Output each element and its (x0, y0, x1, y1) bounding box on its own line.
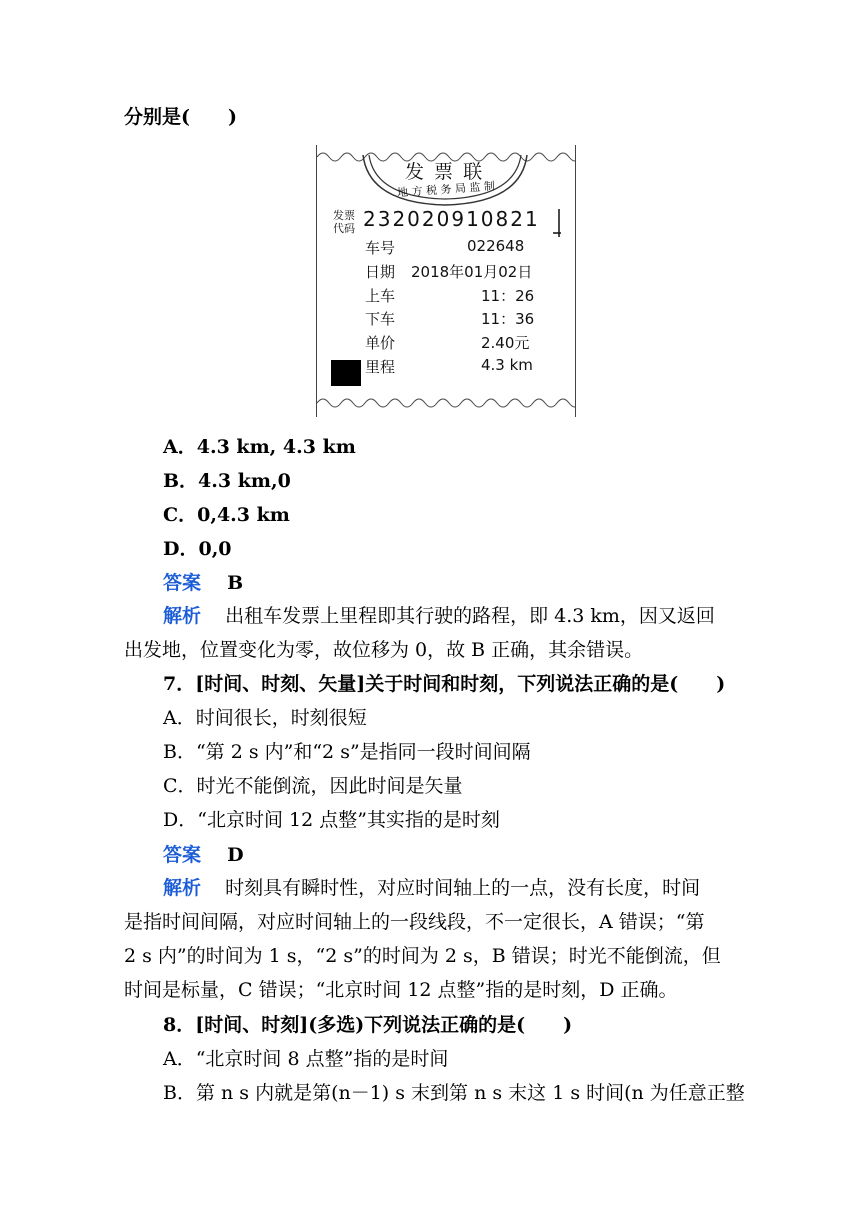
q6-option-b: B．4.3 km,0 (163, 470, 291, 492)
answer-label: 答案 (163, 572, 202, 594)
q6-answer: B (227, 572, 244, 594)
receipt-label-date: 日期 (365, 263, 396, 281)
q7-analysis-line-4: 时间是标量，C 错误；“北京时间 12 点整”指的是时刻，D 正确。 (124, 979, 678, 1001)
q7-option-d: D．“北京时间 12 点整”其实指的是时刻 (163, 809, 500, 831)
receipt-value-price: 2.40元 (481, 334, 530, 352)
q6-analysis-line-1 (163, 603, 738, 629)
receipt-value-alight: 11：36 (481, 310, 535, 328)
q6-analysis-line-2: 出发地，位置变化为零，故位移为 0，故 B 正确，其余错误。 (124, 639, 644, 661)
receipt-code-label-1: 发票 (333, 209, 355, 222)
receipt-value-distance: 4.3 km (481, 356, 533, 374)
receipt-title: 发 票 联 (405, 161, 485, 183)
q6-option-d: D．0,0 (163, 538, 232, 560)
q6-option-a: A．4.3 km, 4.3 km (163, 436, 356, 458)
q7-option-c: C．时光不能倒流，因此时间是矢量 (163, 775, 463, 797)
q6-analysis-text-1: 出租车发票上里程即其行驶的路程，即 4.3 km，因又返回 (225, 605, 715, 627)
q8-option-a: A．“北京时间 8 点整”指的是时间 (163, 1048, 449, 1070)
q8-stem: 8．[时间、时刻](多选)下列说法正确的是( ) (163, 1014, 573, 1036)
receipt-value-car: 022648 (467, 237, 525, 255)
receipt-code-label-2: 代码 (333, 222, 355, 235)
q6-option-c: C．0,4.3 km (163, 504, 290, 526)
receipt-subtitle: 地 方 税 务 局 监 制 (396, 179, 496, 200)
receipt-label-price: 单价 (365, 334, 396, 352)
q8-option-b: B．第 n s 内就是第(n－1) s 末到第 n s 末这 1 s 时间(n 为任意正整 (163, 1082, 745, 1104)
answer-label: 答案 (163, 844, 202, 866)
q7-analysis-text-1: 时刻具有瞬时性，对应时间轴上的一点，没有长度，时间 (225, 877, 701, 899)
q7-stem: 7．[时间、时刻、矢量]关于时间和时刻，下列说法正确的是( ) (163, 673, 726, 695)
q6-answer-line (163, 570, 243, 596)
receipt-value-date: 2018年01月02日 (411, 263, 533, 281)
q7-option-b: B．“第 2 s 内”和“2 s”是指同一段时间间隔 (163, 741, 531, 763)
q7-answer-line (163, 842, 244, 868)
q7-answer: D (227, 844, 244, 866)
receipt-label-distance: 里程 (365, 358, 396, 376)
receipt-label-board: 上车 (365, 287, 396, 305)
q7-analysis-line-1 (163, 875, 700, 901)
receipt-label-car: 车号 (365, 239, 396, 257)
analysis-label: 解析 (163, 877, 202, 899)
receipt-value-board: 11：26 (481, 287, 535, 305)
q7-analysis-line-3: 2 s 内”的时间为 1 s，“2 s”的时间为 2 s，B 错误；时光不能倒流，但 (124, 945, 721, 967)
analysis-label: 解析 (163, 605, 202, 627)
receipt-code: 232020910821 (363, 207, 540, 231)
q7-option-a: A．时间很长，时刻很短 (163, 707, 367, 729)
receipt-label-alight: 下车 (365, 310, 396, 328)
question-fragment: 分别是( ) (124, 106, 237, 128)
taxi-receipt-figure (316, 145, 576, 417)
q7-analysis-line-2: 是指时间间隔，对应时间轴上的一段线段，不一定很长，A 错误；“第 (124, 911, 705, 933)
